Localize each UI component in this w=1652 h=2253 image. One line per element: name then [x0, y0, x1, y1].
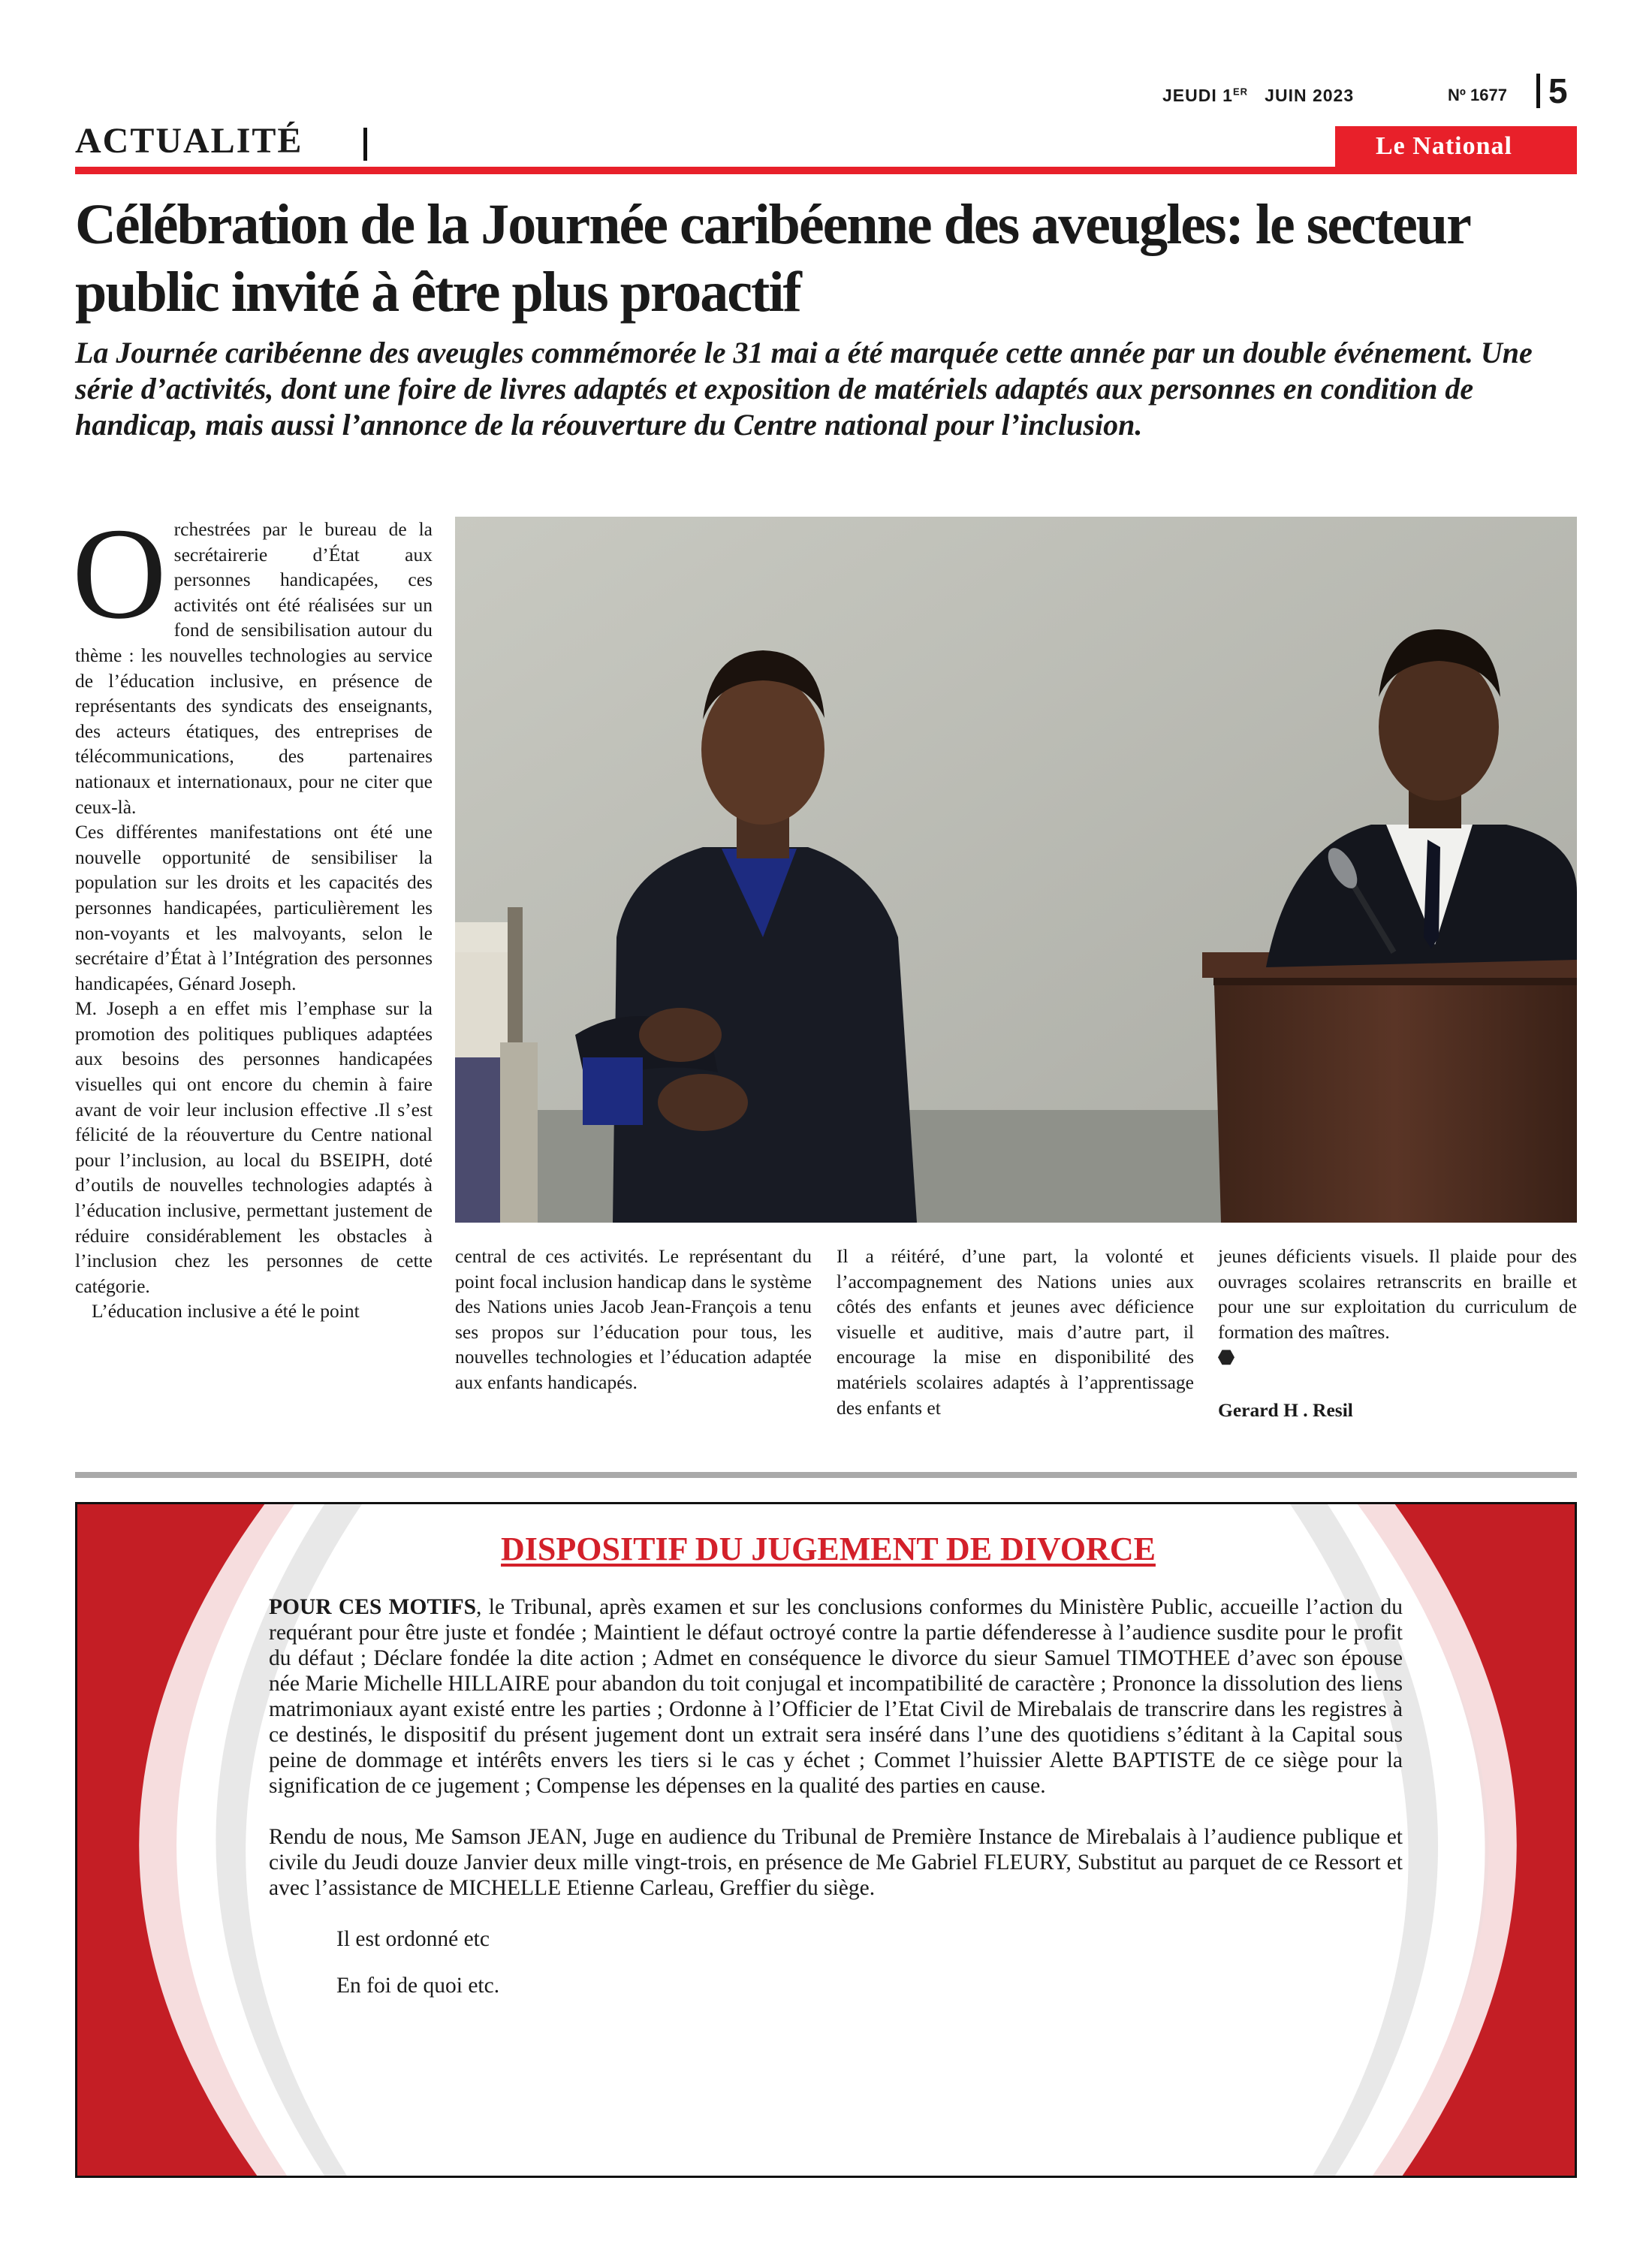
- brand-name: Le National: [1376, 132, 1512, 160]
- section-divider: [75, 1472, 1577, 1478]
- notice-title: DISPOSITIF DU JUGEMENT DE DIVORCE: [501, 1531, 1156, 1567]
- header-rule: [75, 167, 1577, 174]
- article-lead: La Journée caribéenne des aveugles commémorée le 31 mai a été marquée cette année par un double événement. Une série d’activités, dont une foire de livres adaptés et exposition de matériels adaptés aux personnes en condition de handicap, mais aussi l’annonce de la réouverture du Centre national pour l’inclusion.: [75, 336, 1533, 442]
- article-paragraph: central de ces activités. Le représentant du point focal inclusion handicap dans le système des Nations unies Jacob Jean-François a tenu ses propos sur l’éducation pour tous, les nouvelles technologies et l’éducation adaptée aux enfants handicapés.: [455, 1245, 812, 1393]
- notice-paragraph: POUR CES MOTIFS, le Tribunal, après examen et sur les conclusions conformes du Ministère Public, accueille l’action du requérant pour être juste et fondée ; Maintient le défaut octroyé contre la partie défenderesse à l’audience susdite pour le profit du défaut ; Déclare fondée la dite action ; Admet en conséquence le divorce du sieur Samuel TIMOTHEE d’avec son épouse née Marie Michelle HILLAIRE pour abandon du toit conjugal et incompatibilité de caractère ; Prononce la dissolution des liens matrimoniaux ayant existé entre les parties ; Ordonne à l’Officier de l’Etat Civil de Mirebalais de transcrire dans les registres à ce destinés, le dispositif du présent jugement dont un extrait sera inséré dans l’une des quotidiens s’éditant à la Capital sous peine de dommage et intérêts envers les tiers si le cas y échet ; Commet l’huissier Alette BAPTISTE de ce siège pour la signification de ce jugement ; Compense les dépenses en la qualité des parties en cause.: [269, 1595, 1403, 1798]
- notice-closing-line: En foi de quoi etc.: [336, 1974, 500, 1998]
- page-number: 5: [1548, 71, 1568, 110]
- article-column-4: [1218, 1244, 1577, 1423]
- brand-tab: [1335, 126, 1577, 168]
- page-number-separator: [1536, 74, 1540, 108]
- article-photo: [455, 517, 1577, 1223]
- section-label: ACTUALITÉ: [75, 121, 303, 161]
- article-paragraph: Orchestrées par le bureau de la secrétairerie d’État aux personnes handicapées, ces activités ont été réalisées sur un fond de sensibilisation autour du thème : les nouvelles technologies au service de l’éducation inclusive, en présence de représentants des syndicats des enseignants, des acteurs étatiques, des entreprises de télécommunications, des partenaires nationaux et internationaux, pour ne citer que ceux-là.: [72, 501, 433, 818]
- issue-date: JEUDI 1ER JUIN 2023: [1162, 86, 1355, 105]
- notice-paragraph: Rendu de nous, Me Samson JEAN, Juge en audience du Tribunal de Première Instance de Mirebalais à l’audience publique et civile du Jeudi douze Janvier deux mille vingt-trois, en présence de Me Gabriel FLEURY, Substitut au parquet de ce Ressort et avec l’assistance de MICHELLE Etienne Carleau, Greffier du siège.: [269, 1825, 1403, 1900]
- article-end-mark-row: [1218, 1344, 1577, 1372]
- article-byline: Gerard H . Resil: [1218, 1398, 1353, 1421]
- section-separator: [363, 128, 367, 161]
- drop-cap: O: [72, 501, 167, 646]
- article-paragraph: Ces différentes manifestations ont été une nouvelle opportunité de sensibiliser la population sur les droits et les capacités des personnes handicapées, particulièrement les non-voyants et les malvoyants, selon le secrétaire d’État à l’Intégration des personnes handicapées, Génard Joseph.: [75, 821, 433, 994]
- legal-notice-box: [75, 1502, 1577, 2178]
- article-paragraph: Il a réitéré, d’une part, la volonté et l’accompagnement des Nations unies aux côtés des enfants et jeunes avec déficience visuelle et auditive, mais d’autre part, il encourage la mise en disponibilité des matériels scolaires adaptés à l’apprentissage des enfants et: [837, 1245, 1194, 1419]
- article-paragraph: L’éducation inclusive a été le point: [92, 1300, 360, 1323]
- article-column-3: [837, 1244, 1194, 1420]
- notice-closing-line: Il est ordonné etc: [336, 1927, 490, 1951]
- article-paragraph: M. Joseph a en effet mis l’emphase sur la promotion des politiques publiques adaptées aux besoins des personnes handicapées visuelles qui ont encore du chemin à faire avant de voir leur inclusion effective .Il s’est félicité de la réouverture du Centre national pour l’inclusion, au local du BSEIPH, doté d’outils de nouvelles technologies adaptés à l’éducation inclusive, permettant justement de réduire considérablement les obstacles à l’inclusion chez les personnes de cette catégorie.: [75, 997, 433, 1297]
- article-headline: Célébration de la Journée caribéenne des aveugles: le secteur public invité à être plus proactif: [75, 193, 1470, 324]
- article-paragraph: jeunes déficients visuels. Il plaide pour des ouvrages scolaires retranscrits en braille et pour une sur exploitation du curriculum de formation des maîtres.: [1218, 1245, 1577, 1343]
- notice-lead-bold: POUR CES MOTIFS: [269, 1595, 477, 1619]
- article-column-1: [72, 501, 433, 1324]
- end-of-article-icon: [1218, 1349, 1234, 1365]
- issue-number: Nº 1677: [1448, 86, 1507, 104]
- notice-body: [269, 1594, 1403, 1998]
- article-column-2: [455, 1244, 812, 1395]
